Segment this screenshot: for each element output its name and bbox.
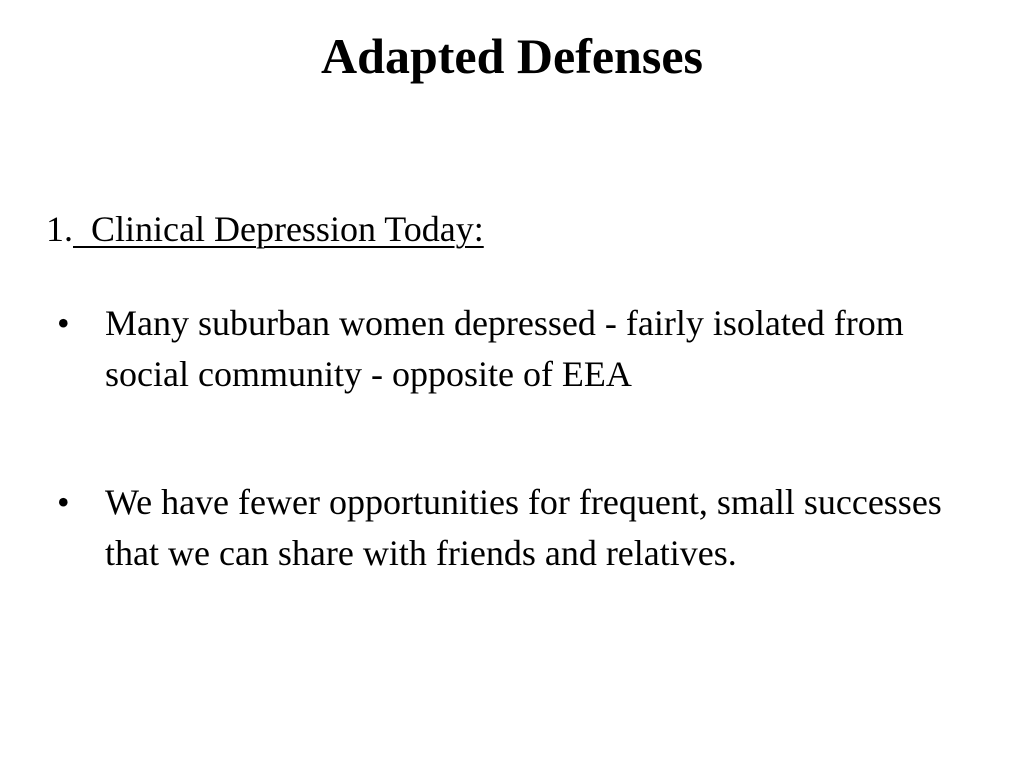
bullet-marker: • (57, 303, 70, 343)
section-heading-text: Clinical Depression Today: (73, 209, 484, 249)
section-number: 1. (46, 209, 73, 249)
slide-title: Adapted Defenses (321, 28, 703, 84)
bullet-text: Many suburban women depressed - fairly isolated from social community - opposite of EEA (105, 303, 904, 394)
bullet-marker: • (57, 482, 70, 522)
bullet-text: We have fewer opportunities for frequent, small successes that we can share with friends and relatives. (105, 482, 942, 573)
section-heading (46, 206, 484, 252)
